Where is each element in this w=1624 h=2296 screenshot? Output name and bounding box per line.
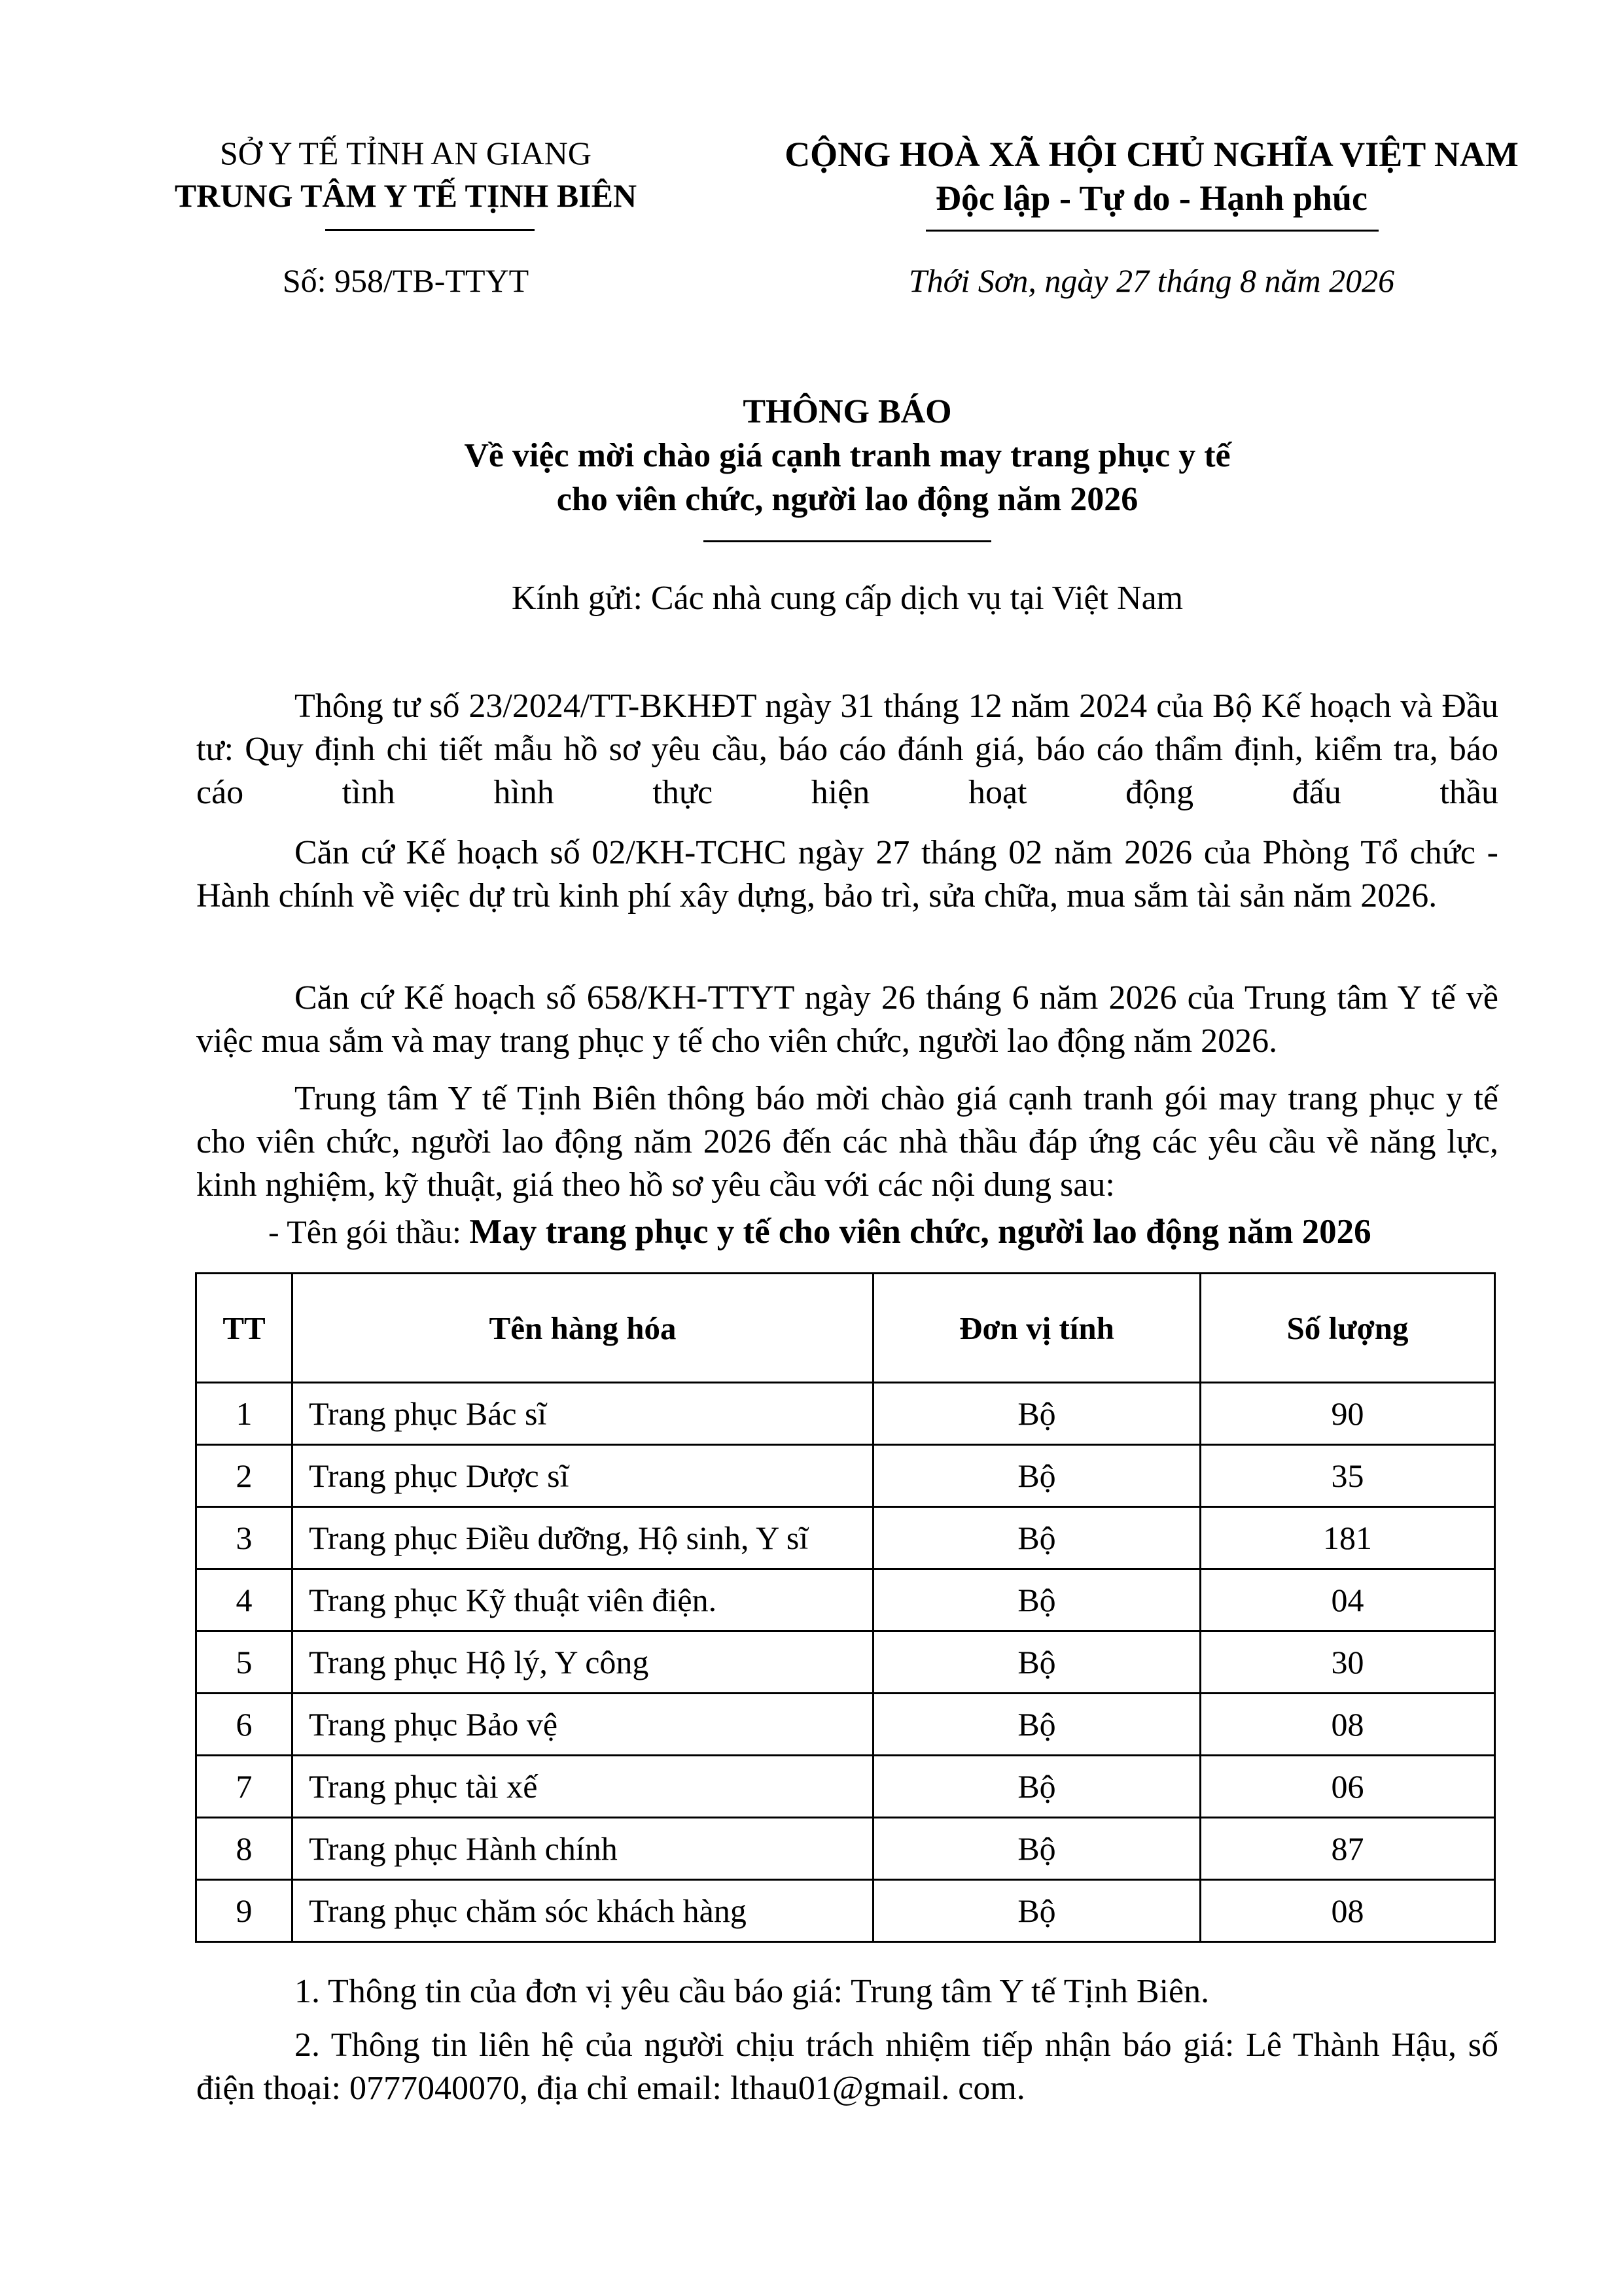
table-row	[196, 1694, 1495, 1756]
notice-subject-line2: cho viên chức, người lao động năm 2026	[556, 481, 1139, 518]
header-tt: TT	[196, 1274, 292, 1383]
recipient-line: Kính gửi: Các nhà cung cấp dịch vụ tại Việt Nam	[511, 580, 1184, 617]
package-line	[268, 1212, 1371, 1251]
table-row	[196, 1880, 1495, 1942]
header-item-name: Tên hàng hóa	[292, 1274, 874, 1383]
header-unit: Đơn vị tính	[874, 1274, 1201, 1383]
cell-item-name: Trang phục Điều dưỡng, Hộ sinh, Y sĩ	[292, 1507, 874, 1569]
motto-underline	[926, 230, 1379, 232]
table-row	[196, 1818, 1495, 1880]
table-row	[196, 1507, 1495, 1569]
goods-table	[195, 1272, 1496, 1943]
table-row	[196, 1383, 1495, 1445]
paragraph-legal-basis: Thông tư số 23/2024/TT-BKHĐT ngày 31 tháng 12 năm 2024 của Bộ Kế hoạch và Đầu tư: Quy định chi tiết mẫu hồ sơ yêu cầu, báo cáo đánh giá, báo cáo thẩm định, kiểm tra, báo cáo tình hình thực hiện hoạt động đấu thầu	[196, 687, 1498, 811]
cell-quantity: 08	[1201, 1880, 1495, 1942]
cell-quantity: 08	[1201, 1694, 1495, 1756]
table-row	[196, 1445, 1495, 1507]
paragraph-plan-ttyt: Căn cứ Kế hoạch số 658/KH-TTYT ngày 26 tháng 6 năm 2026 của Trung tâm Y tế về việc mua sắm và may trang phục y tế cho viên chức, người lao động năm 2026.	[196, 979, 1498, 1060]
document-number: Số: 958/TB-TTYT	[282, 262, 529, 299]
cell-unit: Bộ	[874, 1694, 1201, 1756]
notice-subject-line1: Về việc mời chào giá cạnh tranh may trang phục y tế	[464, 437, 1231, 474]
cell-tt: 8	[196, 1818, 292, 1880]
cell-tt: 9	[196, 1880, 292, 1942]
cell-item-name: Trang phục Hộ lý, Y công	[292, 1631, 874, 1694]
cell-unit: Bộ	[874, 1569, 1201, 1631]
cell-quantity: 04	[1201, 1569, 1495, 1631]
cell-unit: Bộ	[874, 1383, 1201, 1445]
country-name: CỘNG HOÀ XÃ HỘI CHỦ NGHĨA VIỆT NAM	[785, 135, 1519, 174]
cell-item-name: Trang phục Bác sĩ	[292, 1383, 874, 1445]
national-motto: Độc lập - Tự do - Hạnh phúc	[935, 179, 1368, 218]
agency-underline	[325, 229, 535, 231]
paragraph-plan-tchc: Căn cứ Kế hoạch số 02/KH-TCHC ngày 27 tháng 02 năm 2026 của Phòng Tổ chức - Hành chính về việc dự trù kinh phí xây dựng, bảo trì, sửa chữa, mua sắm tài sản năm 2026.	[196, 834, 1498, 914]
cell-tt: 1	[196, 1383, 292, 1445]
table-header-row	[196, 1274, 1495, 1383]
cell-item-name: Trang phục Bảo vệ	[292, 1694, 874, 1756]
cell-item-name: Trang phục Kỹ thuật viên điện.	[292, 1569, 874, 1631]
cell-unit: Bộ	[874, 1756, 1201, 1818]
cell-quantity: 30	[1201, 1631, 1495, 1694]
cell-tt: 7	[196, 1756, 292, 1818]
cell-quantity: 90	[1201, 1383, 1495, 1445]
notice-title: THÔNG BÁO	[743, 393, 952, 430]
cell-quantity: 06	[1201, 1756, 1495, 1818]
cell-quantity: 87	[1201, 1818, 1495, 1880]
agency-parent: SỞ Y TẾ TỈNH AN GIANG	[219, 135, 592, 171]
cell-tt: 3	[196, 1507, 292, 1569]
cell-item-name: Trang phục chăm sóc khách hàng	[292, 1880, 874, 1942]
cell-unit: Bộ	[874, 1631, 1201, 1694]
table-row	[196, 1756, 1495, 1818]
cell-unit: Bộ	[874, 1880, 1201, 1942]
paragraph-invitation: Trung tâm Y tế Tịnh Biên thông báo mời chào giá cạnh tranh gói may trang phục y tế cho viên chức, người lao động năm 2026 đến các nhà thầu đáp ứng các yêu cầu về năng lực, kinh nghiệm, kỹ thuật, giá theo hồ sơ yêu cầu với các nội dung sau:	[196, 1080, 1498, 1204]
title-underline	[703, 540, 991, 542]
header-quantity: Số lượng	[1201, 1274, 1495, 1383]
item-requesting-unit: 1. Thông tin của đơn vị yêu cầu báo giá: Trung tâm Y tế Tịnh Biên.	[294, 1973, 1210, 2010]
cell-tt: 2	[196, 1445, 292, 1507]
cell-unit: Bộ	[874, 1445, 1201, 1507]
item-contact-info: 2. Thông tin liên hệ của người chịu trách nhiệm tiếp nhận báo giá: Lê Thành Hậu, số điện thoại: 0777040070, địa chỉ email: lthau01@gmail. com.	[196, 2026, 1498, 2107]
cell-unit: Bộ	[874, 1818, 1201, 1880]
cell-tt: 6	[196, 1694, 292, 1756]
agency-name: TRUNG TÂM Y TẾ TỊNH BIÊN	[174, 177, 637, 214]
cell-item-name: Trang phục Hành chính	[292, 1818, 874, 1880]
place-date: Thới Sơn, ngày 27 tháng 8 năm 2026	[908, 262, 1395, 299]
cell-item-name: Trang phục tài xế	[292, 1756, 874, 1818]
package-name: May trang phục y tế cho viên chức, người lao động năm 2026	[469, 1213, 1371, 1251]
cell-quantity: 35	[1201, 1445, 1495, 1507]
cell-tt: 4	[196, 1569, 292, 1631]
table-row	[196, 1631, 1495, 1694]
cell-tt: 5	[196, 1631, 292, 1694]
cell-quantity: 181	[1201, 1507, 1495, 1569]
cell-unit: Bộ	[874, 1507, 1201, 1569]
cell-item-name: Trang phục Dược sĩ	[292, 1445, 874, 1507]
package-label: - Tên gói thầu:	[268, 1213, 470, 1250]
table-row	[196, 1569, 1495, 1631]
